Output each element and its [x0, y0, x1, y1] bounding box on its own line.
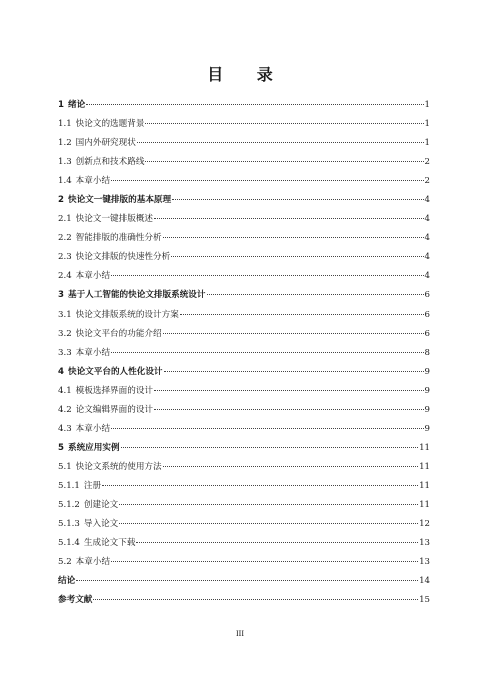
- toc-entry-text: 结论: [58, 576, 76, 587]
- toc-entry-page: 6: [424, 290, 430, 301]
- toc-entry-text: 本章小结: [75, 176, 111, 187]
- toc-entry-text: 快论文的选题背景: [75, 119, 145, 130]
- toc-entry-number: 2.4: [58, 271, 72, 282]
- toc-entry-text: 论文编辑界面的设计: [75, 404, 154, 415]
- toc-entry-number: 3: [58, 290, 64, 301]
- toc-entry-number: 1.1: [58, 119, 72, 130]
- toc-entry-page: 1: [424, 119, 430, 130]
- toc-entry-number: 1.3: [58, 157, 72, 168]
- toc-entry-page: 1: [424, 100, 430, 110]
- toc-entry[interactable]: [58, 420, 430, 439]
- toc-entry[interactable]: [58, 458, 430, 477]
- toc-entry-text: 快论文平台的人性化设计: [67, 366, 163, 377]
- toc-entry-page: 4: [424, 252, 430, 263]
- toc-entry-label: [58, 572, 75, 591]
- toc-entry-page: 4: [424, 271, 430, 282]
- toc-entry-number: 3.3: [58, 347, 72, 358]
- dot-leader: [154, 218, 424, 219]
- dot-leader: [137, 142, 424, 143]
- toc-entry-text: 创新点和技术路线: [75, 157, 145, 168]
- toc-entry-number: 1.4: [58, 176, 72, 187]
- toc-entry[interactable]: [58, 553, 430, 572]
- toc-entry-label: [58, 344, 110, 363]
- toc-entry-page: 2: [424, 157, 430, 168]
- toc-entry-page: 8: [424, 347, 430, 358]
- dot-leader: [145, 123, 423, 124]
- toc-entry[interactable]: [58, 439, 430, 458]
- toc-entry-text: 基于人工智能的快论文排版系统设计: [67, 290, 206, 301]
- toc-entry-text: 快论文排版的快速性分析: [75, 252, 171, 263]
- toc-entry-label: [58, 439, 120, 458]
- toc-entry[interactable]: [58, 306, 430, 325]
- dot-leader: [111, 561, 418, 562]
- toc-entry-label: [58, 191, 171, 210]
- page-number-footer: III: [236, 629, 244, 638]
- dot-leader: [207, 294, 424, 295]
- toc-entry[interactable]: [58, 344, 430, 363]
- toc-entry[interactable]: [58, 477, 430, 496]
- dot-leader: [163, 333, 424, 334]
- toc-entry-number: 5.2: [58, 557, 72, 568]
- toc-entry[interactable]: [58, 401, 430, 420]
- toc-entry-number: 4.3: [58, 423, 72, 434]
- dot-leader: [111, 352, 423, 353]
- toc-entry-number: 5.1.4: [58, 538, 80, 549]
- dot-leader: [93, 599, 418, 600]
- dot-leader: [76, 580, 418, 581]
- toc-entry[interactable]: [58, 115, 430, 134]
- dot-leader: [171, 256, 423, 257]
- toc-entry-text: 本章小结: [75, 557, 111, 568]
- dot-leader: [102, 485, 418, 486]
- toc-entry-page: 9: [424, 385, 430, 396]
- toc-entry-page: 11: [419, 442, 430, 453]
- toc-entry-text: 注册: [83, 480, 102, 491]
- toc-entry[interactable]: [58, 229, 430, 248]
- toc-entry[interactable]: [58, 267, 430, 286]
- dot-leader: [111, 428, 423, 429]
- toc-entry-label: [58, 96, 85, 115]
- toc-entry-page: 11: [419, 480, 430, 491]
- toc-entry[interactable]: [58, 248, 430, 267]
- toc-entry-label: [58, 210, 153, 229]
- toc-entry-text: 参考文献: [58, 595, 93, 606]
- toc-entry-number: 4: [58, 366, 64, 377]
- toc-entry-page: 4: [424, 233, 430, 244]
- toc-entry-page: 14: [419, 576, 430, 587]
- toc-entry-label: [58, 153, 144, 172]
- toc-entry-page: 4: [424, 195, 430, 206]
- toc-entry-text: 本章小结: [75, 423, 111, 434]
- toc-entry-label: [58, 134, 136, 153]
- dot-leader: [111, 180, 423, 181]
- toc-entry[interactable]: [58, 534, 430, 553]
- toc-entry-text: 本章小结: [75, 347, 111, 358]
- toc-entry-label: [58, 477, 101, 496]
- toc-entry[interactable]: [58, 496, 430, 515]
- toc-entry-number: 5.1.2: [58, 499, 80, 510]
- dot-leader: [172, 199, 423, 200]
- toc-entry[interactable]: [58, 134, 430, 153]
- toc-entry-text: 智能排版的准确性分析: [75, 233, 162, 244]
- toc-entry-text: 模板选择界面的设计: [75, 385, 154, 396]
- toc-entry[interactable]: [58, 325, 430, 344]
- toc-entry-number: 3.2: [58, 328, 72, 339]
- toc-entry-label: [58, 286, 206, 305]
- toc-entry-number: 5.1.3: [58, 519, 80, 530]
- toc-list: [58, 96, 430, 610]
- toc-entry-text: 国内外研究现状: [75, 138, 136, 149]
- toc-entry[interactable]: [58, 191, 430, 210]
- dot-leader: [154, 390, 424, 391]
- toc-entry-text: 快论文系统的使用方法: [75, 461, 162, 472]
- toc-entry-text: 快论文排版系统的设计方案: [75, 309, 179, 320]
- dot-leader: [111, 275, 423, 276]
- dot-leader: [163, 237, 424, 238]
- toc-entry-label: [58, 420, 110, 439]
- toc-entry-page: 6: [424, 309, 430, 320]
- toc-entry-label: [58, 229, 162, 248]
- toc-entry-label: [58, 591, 92, 610]
- toc-entry-text: 导入论文: [83, 519, 119, 530]
- toc-entry-label: [58, 553, 110, 572]
- toc-entry-text: 快论文一键排版概述: [75, 214, 154, 225]
- toc-entry[interactable]: [58, 210, 430, 229]
- toc-entry[interactable]: [58, 572, 430, 591]
- toc-entry-page: 11: [419, 499, 430, 510]
- toc-entry[interactable]: [58, 172, 430, 191]
- toc-entry-label: [58, 306, 179, 325]
- dot-leader: [154, 409, 424, 410]
- toc-entry-label: [58, 515, 118, 534]
- toc-entry-page: 12: [419, 519, 430, 530]
- toc-entry-page: 2: [424, 176, 430, 187]
- toc-entry-number: 5.1.1: [58, 480, 80, 491]
- toc-entry[interactable]: [58, 515, 430, 534]
- toc-entry-number: 5.1: [58, 461, 72, 472]
- toc-entry-number: 2: [58, 195, 64, 206]
- toc-entry-number: 3.1: [58, 309, 72, 320]
- toc-entry-page: 6: [424, 328, 430, 339]
- toc-entry-page: 4: [424, 214, 430, 225]
- toc-entry-page: 9: [424, 366, 430, 377]
- toc-entry-label: [58, 401, 153, 420]
- dot-leader: [180, 314, 424, 315]
- toc-entry-label: [58, 496, 118, 515]
- toc-entry-text: 系统应用实例: [67, 442, 120, 453]
- dot-leader: [119, 523, 418, 524]
- toc-entry-label: [58, 534, 135, 553]
- toc-entry[interactable]: [58, 382, 430, 401]
- toc-entry-page: 9: [424, 404, 430, 415]
- toc-entry[interactable]: [58, 96, 430, 115]
- toc-entry-text: 本章小结: [75, 271, 111, 282]
- toc-entry[interactable]: [58, 153, 430, 172]
- toc-entry-page: 1: [424, 138, 430, 149]
- toc-entry-number: 4.1: [58, 385, 72, 396]
- toc-entry-page: 13: [419, 557, 430, 568]
- toc-entry-page: 15: [419, 595, 430, 606]
- toc-entry-text: 快论文一键排版的基本原理: [67, 195, 172, 206]
- toc-entry-text: 生成论文下载: [83, 538, 136, 549]
- toc-entry[interactable]: [58, 591, 430, 610]
- dot-leader: [136, 542, 418, 543]
- toc-entry-label: [58, 267, 110, 286]
- toc-entry-page: 11: [419, 461, 430, 472]
- toc-entry-label: [58, 115, 144, 134]
- toc-entry-number: 2.1: [58, 214, 72, 225]
- toc-entry[interactable]: [58, 363, 430, 382]
- toc-entry-text: 创建论文: [83, 499, 119, 510]
- toc-entry[interactable]: [58, 286, 430, 305]
- dot-leader: [121, 447, 419, 448]
- toc-entry-label: [58, 248, 170, 267]
- toc-entry-page: 9: [424, 423, 430, 434]
- toc-entry-number: 2.3: [58, 252, 72, 263]
- toc-entry-page: 13: [419, 538, 430, 549]
- dot-leader: [119, 504, 418, 505]
- toc-entry-number: 2.2: [58, 233, 72, 244]
- toc-entry-label: [58, 458, 162, 477]
- toc-entry-text: 绪论: [67, 100, 86, 110]
- dot-leader: [163, 466, 418, 467]
- toc-entry-label: [58, 382, 153, 401]
- page-title: 目 录: [207, 65, 287, 84]
- toc-entry-number: 1: [58, 100, 64, 110]
- toc-entry-label: [58, 172, 110, 191]
- toc-entry-label: [58, 363, 163, 382]
- toc-entry-label: [58, 325, 162, 344]
- dot-leader: [164, 371, 424, 372]
- toc-entry-number: 4.2: [58, 404, 72, 415]
- toc-entry-text: 快论文平台的功能介绍: [75, 328, 162, 339]
- toc-entry-number: 5: [58, 442, 64, 453]
- toc-entry-number: 1.2: [58, 138, 72, 149]
- dot-leader: [145, 161, 423, 162]
- dot-leader: [86, 104, 423, 105]
